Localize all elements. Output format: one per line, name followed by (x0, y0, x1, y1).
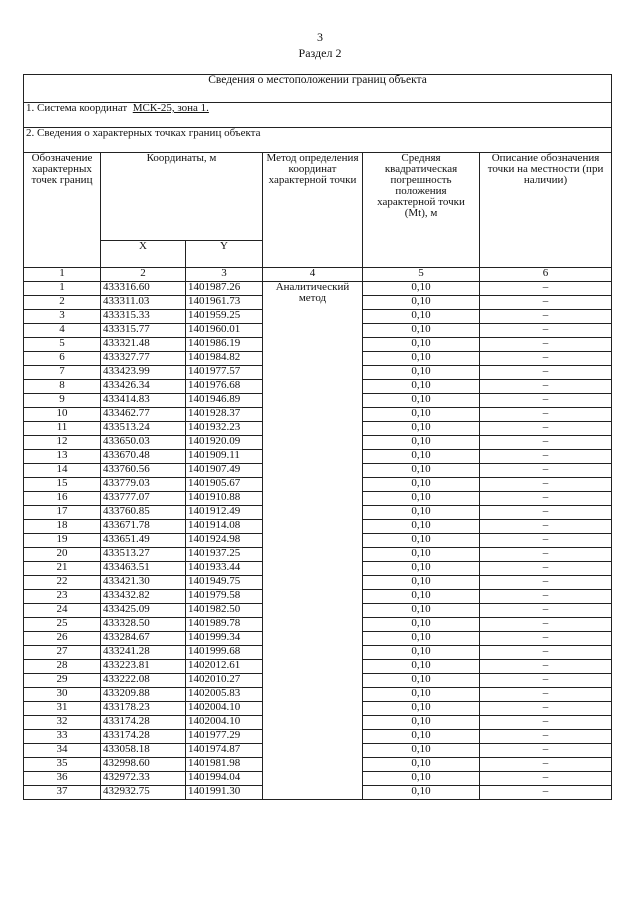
coordinate-y: 1402012.61 (186, 660, 263, 674)
description-value: – (480, 618, 612, 632)
description-value: – (480, 506, 612, 520)
column-number: 4 (263, 268, 363, 282)
coordinate-y: 1401914.08 (186, 520, 263, 534)
description-value: – (480, 296, 612, 310)
coordinate-y: 1401907.49 (186, 464, 263, 478)
accuracy-value: 0,10 (363, 632, 480, 646)
points-section-label: 2. Сведения о характерных точках границ объекта (24, 128, 612, 153)
column-number: 6 (480, 268, 612, 282)
description-value: – (480, 604, 612, 618)
point-number: 17 (24, 506, 101, 520)
coordinate-x: 433513.27 (101, 548, 186, 562)
coordinate-y: 1401982.50 (186, 604, 263, 618)
coordinate-x: 433284.67 (101, 632, 186, 646)
coordinate-y: 1401984.82 (186, 352, 263, 366)
coordinate-x: 433421.30 (101, 576, 186, 590)
accuracy-value: 0,10 (363, 786, 480, 800)
point-number: 27 (24, 646, 101, 660)
point-number: 26 (24, 632, 101, 646)
point-number: 10 (24, 408, 101, 422)
coordinate-y: 1402004.10 (186, 716, 263, 730)
accuracy-value: 0,10 (363, 436, 480, 450)
coordinate-x: 433670.48 (101, 450, 186, 464)
header-method: Метод определения координат характерной точки (263, 153, 363, 268)
description-value: – (480, 408, 612, 422)
point-number: 36 (24, 772, 101, 786)
accuracy-value: 0,10 (363, 506, 480, 520)
coordinate-x: 433760.56 (101, 464, 186, 478)
accuracy-value: 0,10 (363, 394, 480, 408)
accuracy-value: 0,10 (363, 758, 480, 772)
coordinate-y: 1401933.44 (186, 562, 263, 576)
point-number: 23 (24, 590, 101, 604)
point-number: 9 (24, 394, 101, 408)
coordinate-x: 433414.83 (101, 394, 186, 408)
point-number: 30 (24, 688, 101, 702)
coordinate-y: 1401949.75 (186, 576, 263, 590)
coordinate-y: 1401960.01 (186, 324, 263, 338)
description-value: – (480, 562, 612, 576)
accuracy-value: 0,10 (363, 366, 480, 380)
accuracy-value: 0,10 (363, 464, 480, 478)
point-number: 18 (24, 520, 101, 534)
column-numbers-row (24, 268, 612, 282)
description-value: – (480, 492, 612, 506)
description-value: – (480, 534, 612, 548)
coordinate-y: 1401994.04 (186, 772, 263, 786)
coordinate-x: 433327.77 (101, 352, 186, 366)
accuracy-value: 0,10 (363, 562, 480, 576)
accuracy-value: 0,10 (363, 702, 480, 716)
coordinate-x: 433513.24 (101, 422, 186, 436)
coordinate-x: 433222.08 (101, 674, 186, 688)
coordinate-y: 1401987.26 (186, 282, 263, 296)
coordinate-x: 433425.09 (101, 604, 186, 618)
coordinate-y: 1401976.68 (186, 380, 263, 394)
accuracy-value: 0,10 (363, 380, 480, 394)
coordinate-x: 433328.50 (101, 618, 186, 632)
accuracy-value: 0,10 (363, 422, 480, 436)
accuracy-value: 0,10 (363, 534, 480, 548)
accuracy-value: 0,10 (363, 772, 480, 786)
coordinate-x: 432972.33 (101, 772, 186, 786)
coordinate-y: 1401937.25 (186, 548, 263, 562)
point-number: 12 (24, 436, 101, 450)
point-number: 22 (24, 576, 101, 590)
description-value: – (480, 660, 612, 674)
description-value: – (480, 422, 612, 436)
coordinate-y: 1401999.34 (186, 632, 263, 646)
coordinate-y: 1402005.83 (186, 688, 263, 702)
accuracy-value: 0,10 (363, 296, 480, 310)
accuracy-value: 0,10 (363, 492, 480, 506)
point-number: 33 (24, 730, 101, 744)
point-number: 34 (24, 744, 101, 758)
coordinate-y: 1401920.09 (186, 436, 263, 450)
coordinate-y: 1401981.98 (186, 758, 263, 772)
coordinate-x: 433760.85 (101, 506, 186, 520)
section-title: Раздел 2 (298, 46, 342, 60)
coordinate-y: 1401910.88 (186, 492, 263, 506)
coordinate-x: 433426.34 (101, 380, 186, 394)
coordinate-x: 433779.03 (101, 478, 186, 492)
accuracy-value: 0,10 (363, 590, 480, 604)
accuracy-value: 0,10 (363, 618, 480, 632)
description-value: – (480, 674, 612, 688)
header-point-designation: Обозначение характерных точек границ (24, 153, 101, 268)
description-value: – (480, 282, 612, 296)
coordinate-y: 1401946.89 (186, 394, 263, 408)
header-description: Описание обозначения точки на местности (при наличии) (480, 153, 612, 268)
point-number: 35 (24, 758, 101, 772)
description-value: – (480, 576, 612, 590)
description-value: – (480, 772, 612, 786)
coordinate-y: 1401977.57 (186, 366, 263, 380)
accuracy-value: 0,10 (363, 646, 480, 660)
point-number: 7 (24, 366, 101, 380)
coordinate-y: 1401991.30 (186, 786, 263, 800)
accuracy-value: 0,10 (363, 478, 480, 492)
point-number: 29 (24, 674, 101, 688)
coordinate-x: 433178.23 (101, 702, 186, 716)
description-value: – (480, 310, 612, 324)
description-value: – (480, 464, 612, 478)
coordinate-x: 433650.03 (101, 436, 186, 450)
accuracy-value: 0,10 (363, 310, 480, 324)
header-y: Y (186, 241, 263, 268)
point-number: 28 (24, 660, 101, 674)
coordinate-x: 433174.28 (101, 716, 186, 730)
coordinate-y: 1401905.67 (186, 478, 263, 492)
description-value: – (480, 786, 612, 800)
coord-system (24, 103, 612, 128)
description-value: – (480, 590, 612, 604)
accuracy-value: 0,10 (363, 352, 480, 366)
description-value: – (480, 436, 612, 450)
coordinate-x: 433432.82 (101, 590, 186, 604)
coordinate-y: 1401912.49 (186, 506, 263, 520)
coordinate-x: 433311.03 (101, 296, 186, 310)
column-number: 3 (186, 268, 263, 282)
page-number: 3 (317, 30, 323, 44)
method-cell: Аналитический метод (263, 282, 363, 800)
coordinate-y: 1401924.98 (186, 534, 263, 548)
description-value: – (480, 702, 612, 716)
accuracy-value: 0,10 (363, 660, 480, 674)
coordinate-x: 433174.28 (101, 730, 186, 744)
accuracy-value: 0,10 (363, 744, 480, 758)
coordinate-y: 1401932.23 (186, 422, 263, 436)
accuracy-value: 0,10 (363, 450, 480, 464)
coordinate-x: 432998.60 (101, 758, 186, 772)
coordinate-y: 1401979.58 (186, 590, 263, 604)
point-number: 6 (24, 352, 101, 366)
accuracy-value: 0,10 (363, 408, 480, 422)
description-value: – (480, 758, 612, 772)
point-number: 5 (24, 338, 101, 352)
description-value: – (480, 324, 612, 338)
point-number: 20 (24, 548, 101, 562)
header-x: X (101, 241, 186, 268)
point-number: 31 (24, 702, 101, 716)
point-number: 21 (24, 562, 101, 576)
accuracy-value: 0,10 (363, 604, 480, 618)
coordinate-y: 1401928.37 (186, 408, 263, 422)
header-row (24, 153, 612, 241)
coord-system-row (24, 103, 612, 128)
point-number: 2 (24, 296, 101, 310)
coordinate-x: 433316.60 (101, 282, 186, 296)
header-accuracy: Средняя квадратическая погрешность положения характерной точки (Mt), м (363, 153, 480, 268)
column-number: 1 (24, 268, 101, 282)
description-value: – (480, 450, 612, 464)
coordinate-x: 433463.51 (101, 562, 186, 576)
point-number: 16 (24, 492, 101, 506)
header-coordinates: Координаты, м (101, 153, 263, 241)
coordinate-x: 433671.78 (101, 520, 186, 534)
description-value: – (480, 478, 612, 492)
description-value: – (480, 646, 612, 660)
coordinate-x: 433777.07 (101, 492, 186, 506)
coordinate-x: 433209.88 (101, 688, 186, 702)
coordinate-x: 433241.28 (101, 646, 186, 660)
description-value: – (480, 380, 612, 394)
point-number: 32 (24, 716, 101, 730)
column-number: 2 (101, 268, 186, 282)
coordinate-x: 433223.81 (101, 660, 186, 674)
table-title-row (24, 75, 612, 103)
point-number: 25 (24, 618, 101, 632)
column-number: 5 (363, 268, 480, 282)
accuracy-value: 0,10 (363, 520, 480, 534)
point-number: 14 (24, 464, 101, 478)
description-value: – (480, 730, 612, 744)
accuracy-value: 0,10 (363, 730, 480, 744)
point-number: 1 (24, 282, 101, 296)
point-number: 37 (24, 786, 101, 800)
coordinate-y: 1401974.87 (186, 744, 263, 758)
coordinate-x: 432932.75 (101, 786, 186, 800)
point-number: 19 (24, 534, 101, 548)
point-number: 24 (24, 604, 101, 618)
accuracy-value: 0,10 (363, 576, 480, 590)
description-value: – (480, 688, 612, 702)
accuracy-value: 0,10 (363, 716, 480, 730)
point-number: 15 (24, 478, 101, 492)
coordinate-x: 433651.49 (101, 534, 186, 548)
coord-system-value: МСК-25, зона 1. (132, 102, 209, 114)
coordinate-y: 1401961.73 (186, 296, 263, 310)
coordinate-y: 1402010.27 (186, 674, 263, 688)
description-value: – (480, 716, 612, 730)
description-value: – (480, 744, 612, 758)
points-section-row (24, 128, 612, 153)
point-number: 4 (24, 324, 101, 338)
description-value: – (480, 394, 612, 408)
point-number: 3 (24, 310, 101, 324)
description-value: – (480, 352, 612, 366)
coordinate-y: 1401986.19 (186, 338, 263, 352)
table-title: Сведения о местоположении границ объекта (24, 75, 612, 103)
description-value: – (480, 632, 612, 646)
accuracy-value: 0,10 (363, 324, 480, 338)
description-value: – (480, 338, 612, 352)
coordinate-y: 1401959.25 (186, 310, 263, 324)
accuracy-value: 0,10 (363, 688, 480, 702)
accuracy-value: 0,10 (363, 548, 480, 562)
coordinate-x: 433058.18 (101, 744, 186, 758)
description-value: – (480, 548, 612, 562)
point-number: 13 (24, 450, 101, 464)
coordinate-y: 1401999.68 (186, 646, 263, 660)
coordinate-x: 433315.33 (101, 310, 186, 324)
description-value: – (480, 366, 612, 380)
coordinate-y: 1401977.29 (186, 730, 263, 744)
coordinate-y: 1402004.10 (186, 702, 263, 716)
accuracy-value: 0,10 (363, 338, 480, 352)
coordinate-x: 433315.77 (101, 324, 186, 338)
coordinate-x: 433423.99 (101, 366, 186, 380)
table-row (24, 282, 612, 296)
coord-system-label: 1. Система координат (26, 102, 128, 114)
point-number: 8 (24, 380, 101, 394)
accuracy-value: 0,10 (363, 282, 480, 296)
coordinate-x: 433462.77 (101, 408, 186, 422)
coordinate-x: 433321.48 (101, 338, 186, 352)
description-value: – (480, 520, 612, 534)
coordinate-y: 1401989.78 (186, 618, 263, 632)
accuracy-value: 0,10 (363, 674, 480, 688)
point-number: 11 (24, 422, 101, 436)
coordinate-y: 1401909.11 (186, 450, 263, 464)
boundary-points-table (23, 74, 612, 800)
